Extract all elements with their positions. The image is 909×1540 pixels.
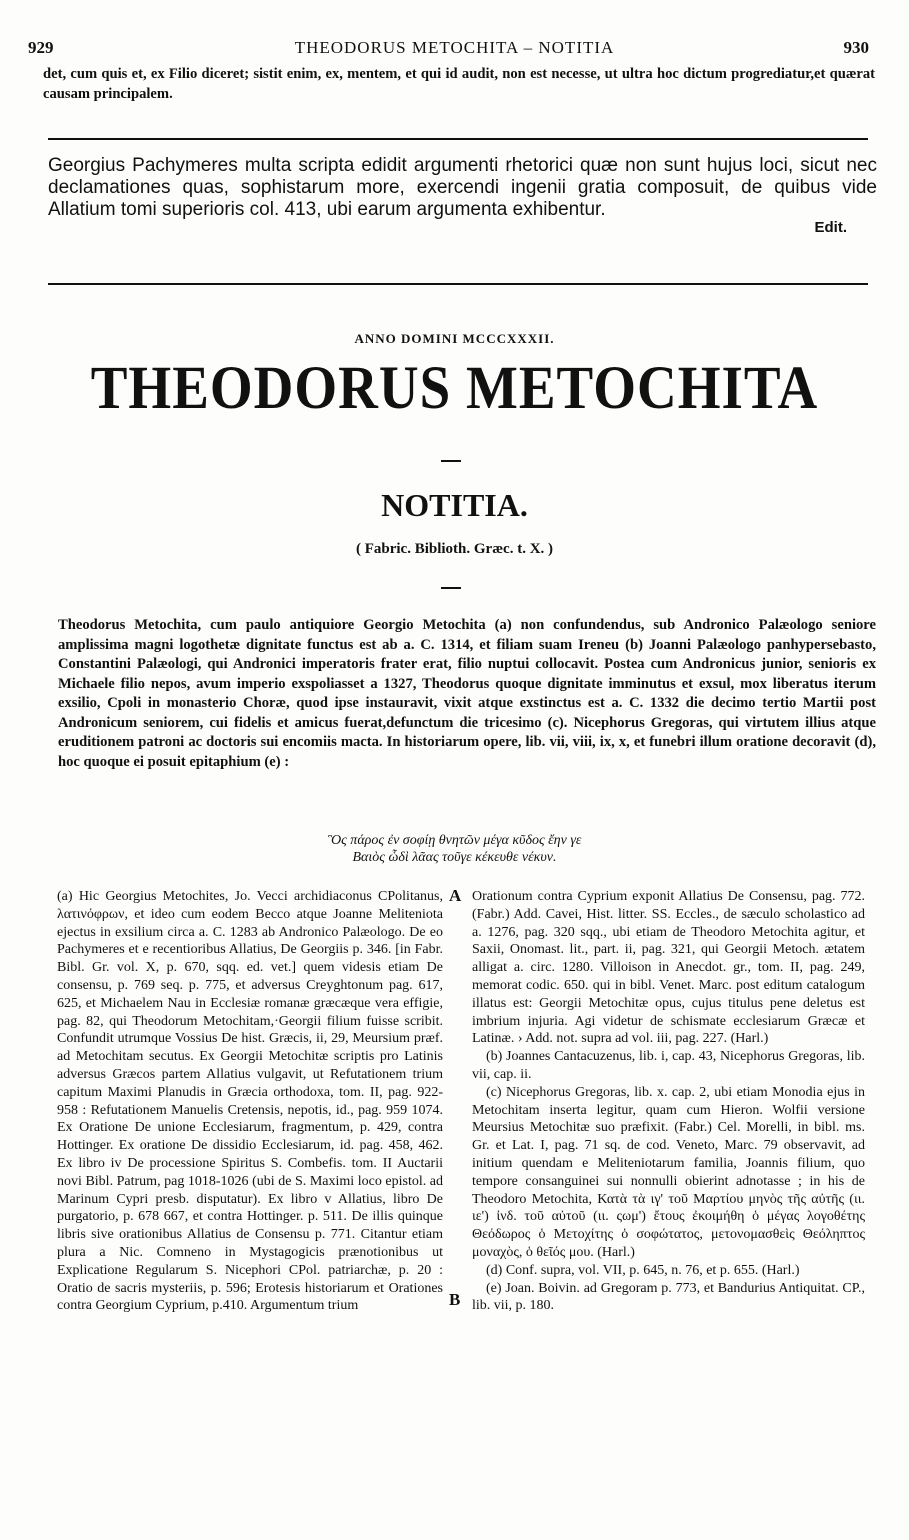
running-title: THEODORUS METOCHITA – NOTITIA — [294, 38, 615, 57]
source-citation: ( Fabric. Biblioth. Græc. t. X. ) — [355, 541, 554, 557]
footnote-c: (c) Nicephorus Gregoras, lib. x. cap. 2, ubi etiam Monodia ejus in Metochitam inserta legitur, quam cum Hieron. Wolfii versione Meursius Metochitæ suo præfixit. (Fabr.) Cel. Morelli, in bibl. ms. Gr. et Lat. I, pag. 71 sq. de cod. Veneto, Marc. 79 observavit, ad initium quendam e Meliteniotarum familia, Joannis filium, quo tempore consanguinei sui nonnulli obierint adnotasse ; in his de Theodoro Metochita, Κατὰ τὰ ιγ' τοῦ Μαρτίου μηνὸς τῆς αὐτῆς (ιι. ιε') ἰνδ. τοῦ αὐτοῦ (ιι. ςωμ') ἔτους ἐκοιμήθη ὁ μέγας λογοθέτης Θεόδωρος ὁ Μετοχίτης ὁ σοφώτατος, μετονομασθεὶς Θεόληπτος μοναχὸς, ὁ θεῖός μου. (Harl.) — [472, 1084, 865, 1260]
footnote-a-continued: Orationum contra Cyprium exponit Allatius De Consensu, pag. 772. (Fabr.) Add. Cavei, Hist. litter. SS. Eccles., de sæculo scholastico ad a. 1276, pag. 320 sqq., ubi etiam de Theodoro Metochita agitur, et Saxii, Onomast. lit., part. ii, pag. 321, qui Georgii Metoch. ætatem alligat a. circ. 1280. Villoison in Anecdot. gr., tom. II, pag. 249, memorat codic. 650. qui in bibl. Venet. Marc. post editum catalogum illatus est: Georgii Metochitæ opus, cujus titulus pene deletus est imbrium injuria. Agi videtur de schismate ecclesiarum Græcæ et Latinæ. › Add. not. supra ad vol. iii, pag. 227. (Harl.) — [472, 889, 865, 1047]
editor-note — [48, 155, 877, 235]
editor-signature: Edit. — [814, 219, 847, 236]
footnote-e: (e) Joan. Boivin. ad Gregoram p. 773, et Bandurius Antiquitat. CP., lib. vii, p. 180. — [472, 1280, 865, 1314]
page-number-left: 929 — [28, 38, 54, 57]
footnote-a: (a) Hic Georgius Metochites, Jo. Vecci archidiaconus CPolitanus, λατινόφρων, et ideo cum eodem Becco atque Joanne Meliteniota ejectus in exsilium circa a. C. 1283 ab Andronico Palæologo. De eo Pachymeres et e recentioribus Allatius, De Georgiis p. 346. [in Fabr. Bibl. Gr. vol. X, p. 670, sqq. ed. vet.] quem videsis etiam De consensu, p. 769 seq. p. 775, et adversus Creyghtonum pag. 617, 625, et Michaelem Nau in Ecclesiæ romanæ græcæque vera effigie, pag. 82, qui Theodorum Metochitam,·Georgii filium fuisse scribit. Confundit utrumque Vossius De hist. Græcis, ii, 29, Meursium præf. ad Metochitam secutus. Ex Georgii Metochitæ scriptis pro Latinis adversus Græcos partem Allatius vulgavit, ut Refutationem trium capitum Maximi Planudis in Græcia orthodoxa, tom. II, pag. 922-958 : Refutationem Manuelis Cretensis, nepotis, id., pag. 959 1074. Ex Oratione De unione Ecclesiarum, fragmentum, p. 429, contra Hottinger. Ex oratione De dissidio Ecclesiarum, id. pag. 458, 462. Ex libro iv De processione Spiritus S. Combefis. tom. II Auctarii novi Bibl. Patrum, pag 1018-1026 (ubi de S. Maximi loco epistol. ad Marinum Cypri presb. disputatur). Ex libro v Allatius, libro De purgatorio, p. 678 667, et contra Hottinger. p. 511. De illis quinque libris sive orationibus Allatius de Consensu p. 771. Citantur etiam plura a Nic. Comneno in Mystagogicis prænotionibus ut Explicatione Regularum S. Nicephori CPol. patriarchæ, p. 20 : Oratio de sacris mysteriis, p. 596; Erotesis historiarum et Orationes contra Georgium Cyprium, p.410. Argumentum trium — [57, 889, 443, 1314]
footnote-b: (b) Joannes Cantacuzenus, lib. i, cap. 43, Nicephorus Gregoras, lib. vii, cap. ii. — [472, 1049, 865, 1082]
editor-note-text: Georgius Pachymeres multa scripta edidit argumenti rhetorici quæ non sunt hujus loci, sicut nec declamationes quas, sophistarum more, exercendi ingenii gratia composuit, de quibus vide Allatium tomi superioris col. 413, ubi earum argumenta exhibentur. — [48, 155, 877, 220]
top-rule — [48, 138, 868, 140]
carryover-text: det, cum quis et, ex Filio diceret; sistit enim, ex, mentem, et qui id audit, non est necesse, ut ultra hoc dictum progrediatur,et quærat causam principalem. — [43, 66, 875, 102]
epitaph-line-1: Ὃς πάρος ἐν σοφίῃ θνητῶν μέγα κῦδος ἔην γε — [327, 833, 582, 848]
footnotes-left-column — [57, 888, 443, 1315]
section-rule — [48, 283, 868, 285]
epitaph — [0, 832, 909, 866]
title-dash — [441, 460, 461, 462]
footnotes-right-column — [472, 888, 865, 1315]
margin-mark-a: A — [449, 886, 462, 905]
body-text: Theodorus Metochita, cum paulo antiquiore Georgio Metochita (a) non confundendus, sub Andronico Palæologo seniore amplissima magni logothetæ dignitate functus est ab a. C. 1314, et filiam suam Ireneu (b) Joanni Palæologo panhypersebasto, Constantini Palæologi, qui Andronici imperatoris frater erat, filio nuptui collocavit. Postea cum Andronicus junior, senioris ex Michaele filio nepos, avum imperio exspoliasset a 1327, Theodorus quoque dignitate imminutus et exsul, mox liberatus iterum exsilio, Cpoli in monasterio Choræ, quod ipse instauravit, vixit atque exstinctus est a. C. 1332 die decimo tertio Martii post Andronicum seniorem, cui fidelis et amicus fuerat,defunctum die tricesimo (c). Nicephorus Gregoras, qui virtutem illius atque eruditionem patroni ac doctoris sui encomiis macta. In historiarum opere, lib. vii, viii, ix, x, et funebri illum oratione decoravit (d), hoc quoque ei posuit epitaphium (e) : — [58, 617, 876, 770]
epitaph-line-2: Βαιὸς ὧδὶ λᾶας τοῦγε κέκευθε νέκυν. — [352, 850, 557, 865]
section-subtitle: NOTITIA. — [381, 487, 528, 523]
margin-mark-b: B — [449, 1290, 461, 1309]
main-title: THEODORUS METOCHITA — [90, 353, 819, 422]
body-paragraph — [58, 616, 876, 772]
subtitle-dash — [441, 587, 461, 589]
footnote-d: (d) Conf. supra, vol. VII, p. 645, n. 76, et p. 655. (Harl.) — [486, 1262, 800, 1278]
running-header — [0, 38, 909, 60]
anno-domini: ANNO DOMINI MCCCXXXII. — [354, 331, 555, 346]
page-number-right: 930 — [843, 38, 869, 57]
